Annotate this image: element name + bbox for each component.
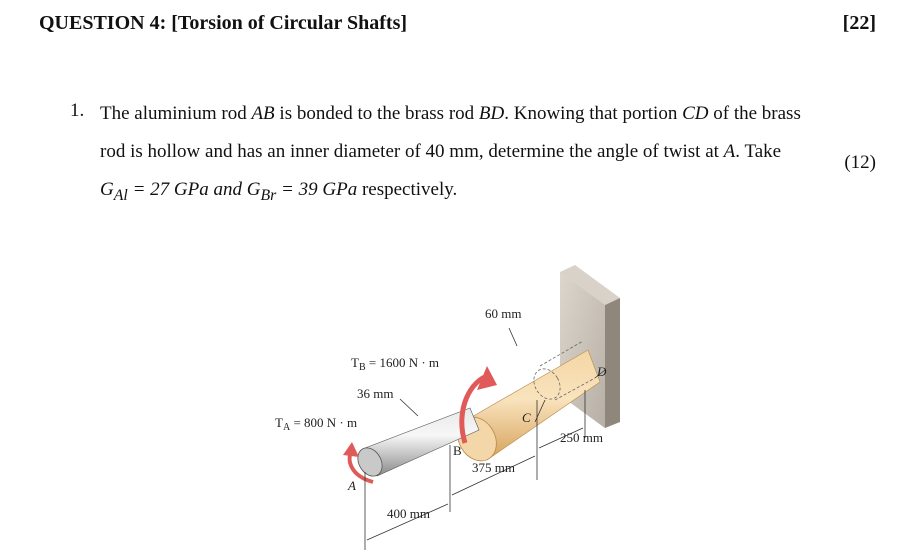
label-point-b: B xyxy=(453,443,462,458)
label-36mm: 36 mm xyxy=(357,386,394,401)
question-total-marks: [22] xyxy=(842,12,876,34)
g-al-symbol: G xyxy=(100,179,114,200)
label-point-c: C xyxy=(522,410,531,425)
subquestion-text: The aluminium rod AB is bonded to the brass rod BD. Knowing that portion CD of the brass rod is hollow and has an inner diameter of 40 mm, determine the angle of twist at A. Take $G_{Al} = 27$ GPa and $G_{Br} = 39$ GPa respectively. xyxy=(100,103,801,204)
label-60mm: 60 mm xyxy=(485,306,522,321)
label-ta: $T_A = 800$ N · m xyxy=(275,415,358,433)
question-title: QUESTION 4: [Torsion of Circular Shafts] xyxy=(39,12,408,34)
torsion-shaft-figure xyxy=(255,250,655,555)
label-250mm: 250 mm xyxy=(560,430,603,445)
g-br-symbol: G xyxy=(241,179,261,200)
label-point-d: D xyxy=(597,364,607,379)
subquestion-marks: (12) xyxy=(844,152,876,173)
label-375mm: 375 mm xyxy=(472,460,515,475)
torque-ta-arrowhead xyxy=(343,442,359,457)
label-point-a: A xyxy=(348,478,356,493)
shaft-diagram xyxy=(255,250,655,555)
label-tb: $T_B = 1600$ N · m xyxy=(351,355,440,373)
subquestion-number: 1. xyxy=(70,100,85,121)
label-400mm: 400 mm xyxy=(387,506,430,521)
